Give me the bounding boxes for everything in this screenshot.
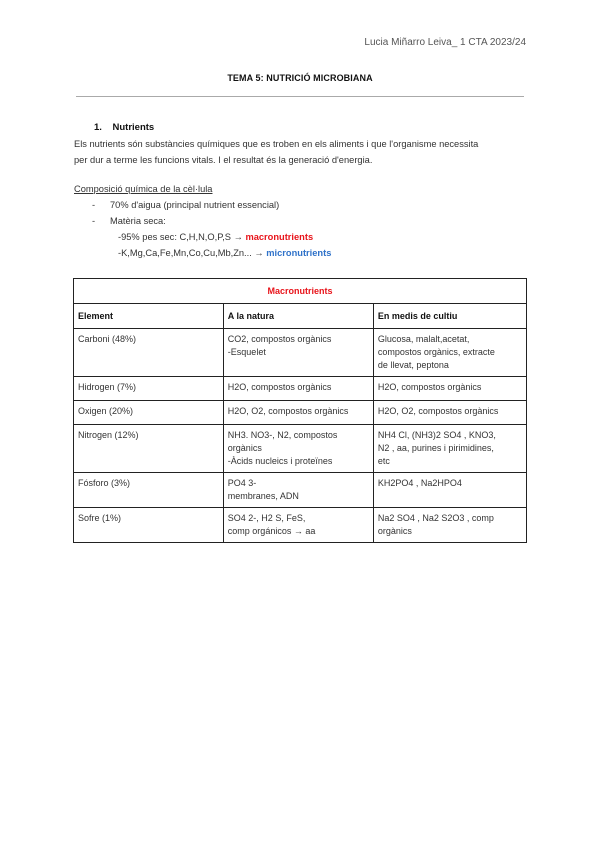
intro-line: Els nutrients són substàncies químiques que es troben en els aliments i que l'organisme necessita: [74, 139, 479, 149]
column-header-element: Element: [74, 304, 224, 329]
cell-line: SO4 2-, H2 S, FeS,: [227, 513, 306, 523]
cell-element: [74, 329, 224, 377]
cell-line: -Esquelet: [227, 347, 266, 357]
section-number: 1.: [94, 122, 102, 133]
intro-line: per dur a terme les funcions vitals. I el resultat és la generació d'energia.: [74, 155, 373, 165]
cell-line: Carboni (48%): [78, 334, 137, 344]
cell-line: PO4 3-: [227, 478, 257, 488]
cell-line: Fósforo (3%): [78, 478, 131, 488]
cell-line: orgànics: [377, 526, 412, 536]
title-divider: [76, 96, 524, 97]
cell-line: H2O, O2, compostos orgànics: [377, 406, 499, 416]
cell-line: Hidrogen (7%): [78, 382, 137, 392]
cell-line: Glucosa, malalt,acetat,: [377, 334, 470, 344]
cell-element: [74, 377, 224, 401]
cell-line: H2O, compostos orgànics: [227, 382, 332, 392]
cell-line: compostos orgànics, extracte: [377, 347, 495, 357]
bullet-dash: -: [92, 200, 96, 210]
cell-element: [74, 508, 224, 543]
composition-sub-macro: [118, 232, 313, 242]
column-header-nature: A la natura: [223, 304, 373, 329]
cell-nature: [223, 425, 373, 473]
cell-line: Na2 SO4 , Na2 S2O3 , comp: [377, 513, 494, 523]
table-row: [74, 377, 527, 401]
table-header-row: [74, 304, 527, 329]
cell-nature: [223, 473, 373, 508]
sub-text: -K,Mg,Ca,Fe,Mn,Co,Cu,Mb,Zn... →: [118, 248, 267, 258]
table-row: [74, 329, 527, 377]
macronutrients-label: macronutrients: [245, 232, 314, 242]
cell-line: NH4 Cl, (NH3)2 SO4 , KNO3,: [377, 430, 496, 440]
composition-item-dry-matter: Matèria seca:: [110, 216, 166, 226]
cell-line: NH3. NO3-, N2, compostos: [227, 430, 338, 440]
cell-nature: [223, 508, 373, 543]
cell-line: comp orgánicos → aa: [227, 526, 316, 536]
table-row: [74, 473, 527, 508]
cell-culture: [373, 401, 526, 425]
section-name: Nutrients: [112, 122, 155, 133]
cell-culture: [373, 473, 526, 508]
cell-line: N2 , aa, purines i pirimidines,: [377, 443, 494, 453]
cell-line: Oxigen (20%): [78, 406, 134, 416]
cell-element: [74, 425, 224, 473]
cell-culture: [373, 377, 526, 401]
cell-line: H2O, O2, compostos orgànics: [227, 406, 349, 416]
author-header: Lucia Miñarro Leiva_ 1 CTA 2023/24: [364, 37, 526, 48]
composition-heading: Composició química de la cèl·lula: [74, 184, 213, 194]
cell-line: H2O, compostos orgànics: [377, 382, 482, 392]
cell-nature: [223, 377, 373, 401]
cell-line: KH2PO4 , Na2HPO4: [377, 478, 462, 488]
cell-line: orgànics: [227, 443, 262, 453]
cell-line: de llevat, peptona: [377, 360, 449, 370]
cell-culture: [373, 329, 526, 377]
cell-line: etc: [377, 456, 390, 466]
table-row: [74, 401, 527, 425]
cell-element: [74, 473, 224, 508]
document-title: TEMA 5: NUTRICIÓ MICROBIANA: [227, 73, 373, 83]
cell-element: [74, 401, 224, 425]
table-row: [74, 425, 527, 473]
composition-item-water: 70% d'aigua (principal nutrient essencial): [110, 200, 280, 210]
table-caption: Macronutrients: [74, 279, 527, 304]
section-heading: [94, 122, 154, 133]
cell-line: Sofre (1%): [78, 513, 122, 523]
table-body: [74, 329, 527, 543]
cell-culture: [373, 508, 526, 543]
cell-line: CO2, compostos orgànics: [227, 334, 332, 344]
sub-text: -95% pes sec: C,H,N,O,P,S →: [118, 232, 246, 242]
bullet-dash: -: [92, 216, 96, 226]
column-header-culture: En medis de cultiu: [373, 304, 526, 329]
intro-paragraph: [74, 136, 529, 168]
table-row: [74, 508, 527, 543]
cell-nature: [223, 329, 373, 377]
micronutrients-label: micronutrients: [266, 248, 332, 258]
macronutrients-table: [73, 278, 527, 543]
cell-nature: [223, 401, 373, 425]
cell-line: membranes, ADN: [227, 491, 299, 501]
cell-culture: [373, 425, 526, 473]
cell-line: -Àcids nucleics i proteïnes: [227, 456, 333, 466]
cell-line: Nitrogen (12%): [78, 430, 139, 440]
table-caption-row: [74, 279, 527, 304]
composition-sub-micro: [118, 248, 331, 258]
